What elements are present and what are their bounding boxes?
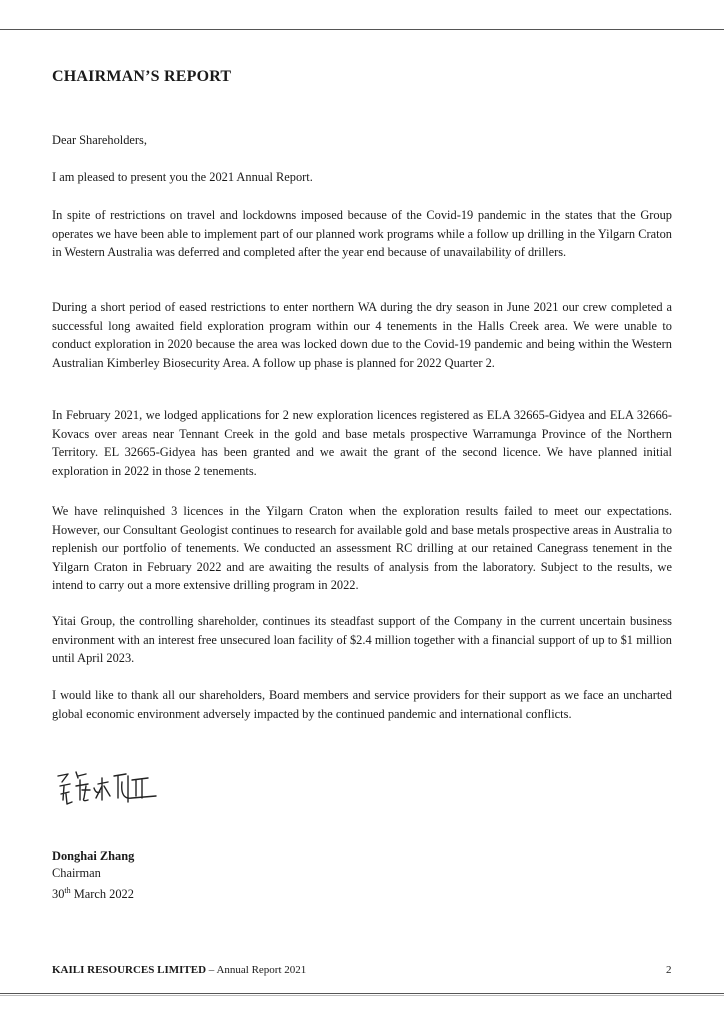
date-suffix: th [64, 886, 71, 895]
salutation: Dear Shareholders, [52, 133, 147, 147]
signer-title: Chairman [52, 866, 101, 880]
signature-image [52, 764, 162, 814]
bottom-rule-shadow [0, 995, 724, 996]
top-rule [0, 29, 724, 30]
footer-doc: Annual Report 2021 [216, 964, 307, 976]
intro-paragraph: I am pleased to present you the 2021 Annual Report. [52, 170, 313, 184]
footer-title [52, 964, 306, 976]
paragraph-yitai-support: Yitai Group, the controlling shareholder, continues its steadfast support of the Company in the current uncertain business environment with an interest free unsecured loan facility of $2.4 million together with a financial support of up to $1 million until April 2023. [52, 614, 672, 665]
bottom-rule [0, 993, 724, 994]
page-title: CHAIRMAN’S REPORT [52, 68, 232, 85]
paragraph-covid-restrictions: In spite of restrictions on travel and lockdowns imposed because of the Covid-19 pandemic in the states that the Group operates we have been able to implement part of our planned work programs while a follow up drilling in the Yilgarn Craton in Western Australia was deferred and completed after the year end because of unavailability of drillers. [52, 208, 672, 259]
footer-company: KAILI RESOURCES LIMITED [52, 964, 207, 976]
paragraph-halls-creek: During a short period of eased restrictions to enter northern WA during the dry season in June 2021 our crew completed a successful long awaited field exploration program within our 4 tenements in the Halls Creek area. We were unable to conduct exploration in 2020 because the area was locked down due to the Covid-19 pandemic and being within the Western Australian Kimberley Biosecurity Area. A follow up phase is planned for 2022 Quarter 2. [52, 300, 672, 370]
date-day: 30 [52, 887, 65, 902]
paragraph-thanks: I would like to thank all our shareholders, Board members and service providers for their support as we face an uncharted global economic environment adversely impacted by the continued pandemic and international conflicts. [52, 688, 672, 721]
signer-name: Donghai Zhang [52, 849, 135, 863]
page-number: 2 [666, 964, 672, 976]
signer-date [52, 886, 134, 902]
date-rest: March 2022 [70, 887, 134, 902]
paragraph-new-licences: In February 2021, we lodged applications for 2 new exploration licences registered as ELA 32665-Gidyea and ELA 32666-Kovacs over areas near Tennant Creek in the gold and base metals prospective Warramunga Province of the Northern Territory. EL 32665-Gidyea has been granted and we await the grant of the second licence. We have planned initial exploration in 2022 in those 2 tenements. [52, 408, 672, 478]
footer-separator: – [206, 964, 217, 976]
paragraph-relinquished-licences: We have relinquished 3 licences in the Yilgarn Craton when the exploration results failed to meet our expectations. However, our Consultant Geologist continues to research for available gold and base metals prospective areas in Australia to replenish our portfolio of tenements. We conducted an assessment RC drilling at our retained Canegrass tenement in the Yilgarn Craton in February 2022 and are awaiting the results of analysis from the laboratory. Subject to the results, we intend to carry out a more extensive drilling program in 2022. [52, 504, 672, 592]
